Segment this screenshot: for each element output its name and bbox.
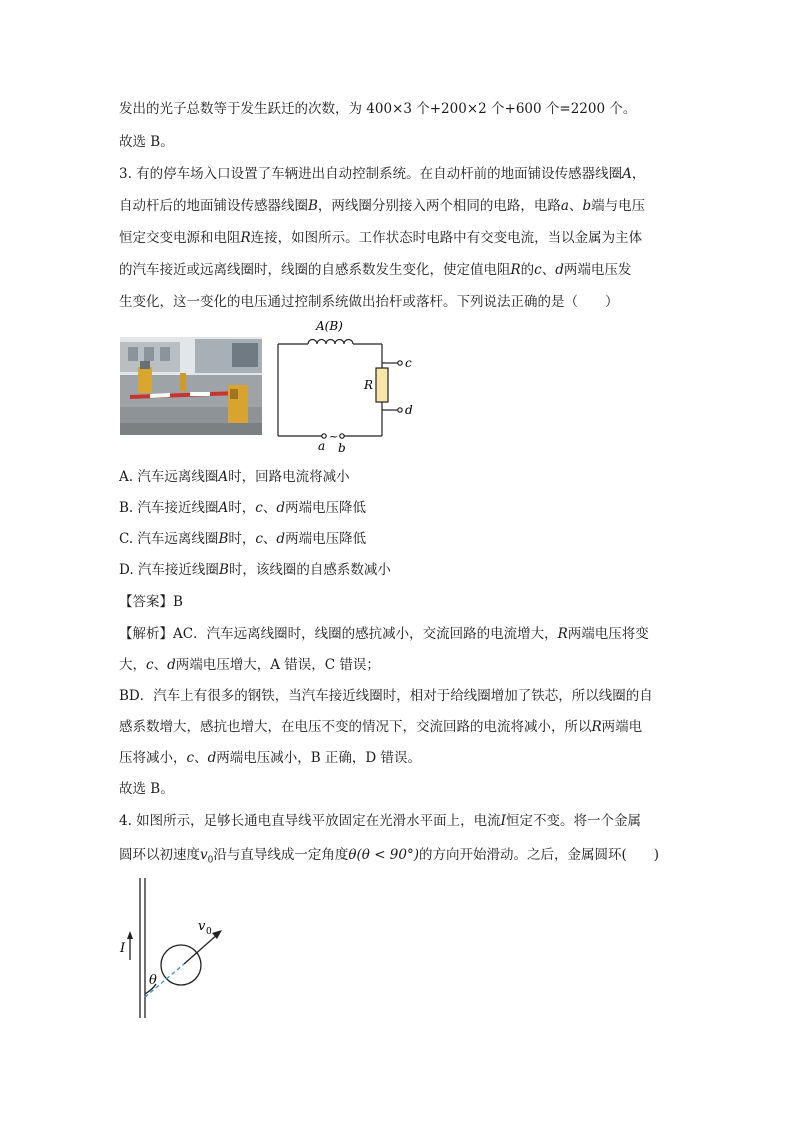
velocity-subscript: 0 <box>206 927 212 937</box>
text: 两端电压将变 <box>567 626 649 642</box>
var: d <box>555 262 564 278</box>
q4-stem-line-1 <box>119 811 641 831</box>
text: 两端电压发 <box>563 262 632 278</box>
text: 大， <box>119 657 146 673</box>
q3-analysis-5 <box>119 748 421 768</box>
text: 【答案】B <box>119 594 183 610</box>
text: ， <box>631 166 646 182</box>
terminal-d: d <box>405 403 413 417</box>
wire-ring-diagram <box>112 876 252 1030</box>
var: R <box>591 719 602 735</box>
var: A <box>218 500 229 516</box>
q3-option-b <box>119 498 366 518</box>
var: d <box>276 500 285 516</box>
q3-stem-line-4 <box>119 260 631 280</box>
q3-stem-line-1 <box>119 164 645 184</box>
text: 恒定交变电源和电阻 <box>119 230 241 246</box>
intro-line <box>119 99 636 119</box>
text: 端与电压 <box>591 198 646 214</box>
q3-option-a <box>119 467 350 487</box>
var: d <box>207 750 217 766</box>
q3-choice <box>119 779 174 799</box>
var: v <box>200 847 208 863</box>
text: 圆环以初速度 <box>119 847 200 863</box>
text: 沿与直导线成一定角度 <box>213 847 349 863</box>
text: 、 <box>568 198 583 214</box>
velocity-label: v <box>198 919 206 934</box>
text: 恒定不变。将一个金属 <box>506 813 642 829</box>
var: R <box>240 230 251 246</box>
var: B <box>218 531 229 547</box>
text: 的汽车接近或远离线圈时，线圈的自感系数发生变化，使定值电阻 <box>119 262 511 278</box>
text: D. 汽车接近线圈 <box>119 562 219 578</box>
text: 时，该线圈的自感系数减小 <box>228 562 391 578</box>
var: d <box>167 657 176 673</box>
text: 、 <box>194 750 208 766</box>
text: B. 汽车接近线圈 <box>119 500 219 516</box>
var: A <box>622 166 632 182</box>
var: A <box>218 469 229 485</box>
var: b <box>582 198 592 214</box>
text: 两端电 <box>601 719 643 735</box>
q3-option-c <box>119 529 366 549</box>
angle-label: θ <box>149 973 157 988</box>
text: C. 汽车远离线圈 <box>119 531 219 547</box>
text: 、 <box>262 531 277 547</box>
var: R <box>557 626 568 642</box>
q3-stem-line-2 <box>119 196 645 216</box>
text: 的 <box>520 262 535 278</box>
text: 3. 有的停车场入口设置了车辆进出自动控制系统。在自动杆前的地面铺设传感器线圈 <box>119 166 623 182</box>
resistor-label: R <box>364 378 374 392</box>
math: (θ < 90°) <box>356 847 419 863</box>
var: c <box>186 750 195 766</box>
text: 两端电压减小，B 正确，D 错误。 <box>216 750 422 766</box>
intro-choice <box>119 132 174 152</box>
var: I <box>500 813 507 829</box>
q3-analysis-3 <box>119 686 653 706</box>
text: 、 <box>153 657 168 673</box>
q3-analysis-4 <box>119 717 642 737</box>
q3-analysis-2 <box>119 655 380 675</box>
text: 连接，如图所示。工作状态时电路中有交变电流，当以金属为主体 <box>250 230 643 246</box>
text: 故选 B。 <box>119 781 174 797</box>
q3-answer <box>119 592 183 612</box>
var: c <box>255 531 263 547</box>
current-label: I <box>120 941 126 956</box>
text: 、 <box>541 262 556 278</box>
text: 两端电压降低 <box>284 500 366 516</box>
text: 感系数增大，感抗也增大，在电压不变的情况下，交流回路的电流将减小，所以 <box>119 719 592 735</box>
var: c <box>534 262 542 278</box>
parking-gate-photo <box>120 337 262 435</box>
text: ，两线圈分别接入两个相同的电路，电路 <box>317 198 561 214</box>
coil-label: A(B) <box>316 319 343 333</box>
var: d <box>276 531 286 547</box>
text: 压将减小， <box>119 750 187 766</box>
var: R <box>510 262 521 278</box>
terminal-c: c <box>405 356 412 370</box>
text: 两端电压增大，A 错误，C 错误； <box>175 657 380 673</box>
text: A. 汽车远离线圈 <box>119 469 219 485</box>
text: 、 <box>262 500 277 516</box>
text: BD．汽车上有很多的钢铁，当汽车接近线圈时，相对于给线圈增加了铁芯，所以线圈的自 <box>119 688 653 704</box>
text: 自动杆后的地面铺设传感器线圈 <box>119 198 308 214</box>
q3-analysis-1 <box>119 624 649 644</box>
text: 的方向开始滑动。之后，金属圆环( ) <box>419 847 660 863</box>
text: 时，回路电流将减小 <box>228 469 350 485</box>
text: 时， <box>228 500 256 516</box>
ac-source-symbol: ~ <box>329 430 339 443</box>
text: 两端电压降低 <box>285 531 367 547</box>
text: 4. 如图所示，足够长通电直导线平放固定在光滑水平面上，电流 <box>119 813 501 829</box>
q3-option-d <box>119 560 391 580</box>
var: B <box>218 562 229 578</box>
terminal-b: b <box>338 441 346 455</box>
terminal-a: a <box>318 439 326 453</box>
q4-stem-line-2 <box>119 845 659 871</box>
subscript: 0 <box>207 855 214 866</box>
text: 时， <box>228 531 256 547</box>
text: 故选 B。 <box>119 134 174 150</box>
var: c <box>255 500 263 516</box>
q3-stem-line-5 <box>119 292 619 312</box>
var: c <box>146 657 154 673</box>
text: 【解析】AC．汽车远离线圈时，线圈的感抗减小，交流回路的电流增大， <box>119 626 558 642</box>
text: 发出的光子总数等于发生跃迁的次数，为 400×3 个+200×2 个+600 个=2200 个。 <box>119 101 637 117</box>
var: θ <box>348 847 357 863</box>
text: 生变化，这一变化的电压通过控制系统做出抬杆或落杆。下列说法正确的是（ ） <box>119 294 619 310</box>
var: a <box>560 198 569 214</box>
q3-stem-line-3 <box>119 228 642 248</box>
var: B <box>308 198 318 214</box>
circuit-diagram <box>272 316 422 460</box>
